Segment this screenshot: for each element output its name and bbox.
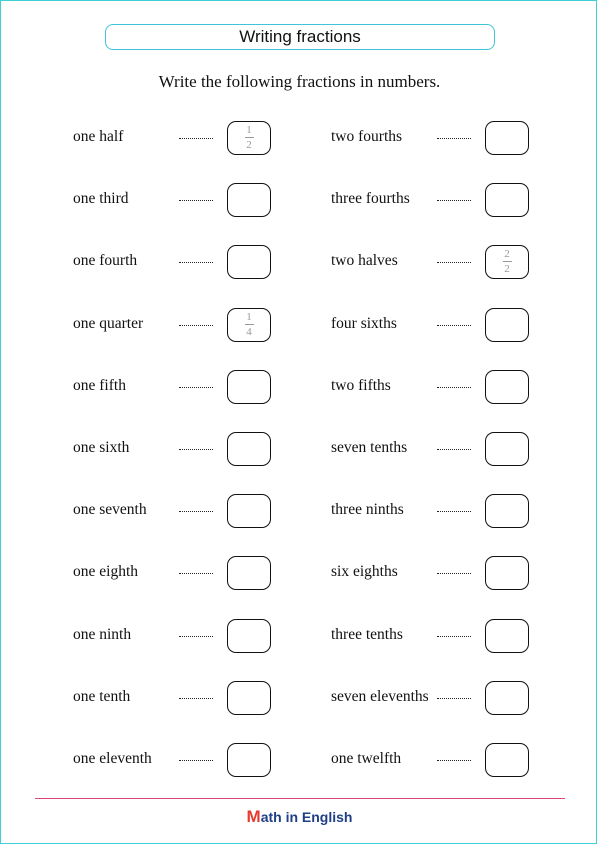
answer-box[interactable] <box>485 432 529 466</box>
answer-box[interactable] <box>485 494 529 528</box>
answer-box[interactable] <box>485 619 529 653</box>
dotted-leader <box>179 636 213 637</box>
dotted-leader <box>437 636 471 637</box>
fraction-word: two halves <box>331 252 398 270</box>
fraction-numerator: 2 <box>504 248 510 261</box>
dotted-leader <box>437 449 471 450</box>
answer-box[interactable] <box>227 370 271 404</box>
answer-box[interactable] <box>485 743 529 777</box>
dotted-leader <box>437 573 471 574</box>
fraction-word: one seventh <box>73 501 147 519</box>
answer-box[interactable] <box>227 743 271 777</box>
dotted-leader <box>179 449 213 450</box>
fraction-word: six eighths <box>331 563 398 581</box>
dotted-leader <box>179 262 213 263</box>
logo-letter-m: M <box>246 807 261 826</box>
answer-box[interactable] <box>227 681 271 715</box>
fraction-word: three ninths <box>331 501 404 519</box>
dotted-leader <box>179 387 213 388</box>
dotted-leader <box>437 138 471 139</box>
answer-box[interactable] <box>227 121 271 155</box>
logo-text: ath in English <box>260 809 353 825</box>
fraction-word: three tenths <box>331 625 403 643</box>
fraction-word: seven elevenths <box>331 687 429 705</box>
dotted-leader <box>179 698 213 699</box>
answer-box[interactable] <box>485 183 529 217</box>
answer-box[interactable] <box>485 556 529 590</box>
dotted-leader <box>179 325 213 326</box>
dotted-leader <box>179 760 213 761</box>
fraction-word: two fourths <box>331 128 403 145</box>
fraction-word: one sixth <box>73 438 130 456</box>
fraction-bar <box>245 324 254 325</box>
answer-box[interactable] <box>227 308 271 342</box>
dotted-leader <box>179 573 213 574</box>
footer-logo <box>1 807 597 827</box>
dotted-leader <box>437 262 471 263</box>
fraction-denominator: 2 <box>246 139 252 151</box>
answer-box[interactable] <box>227 556 271 590</box>
example-fraction <box>228 311 270 338</box>
answer-box[interactable] <box>227 494 271 528</box>
example-fraction <box>486 248 528 275</box>
answer-box[interactable] <box>485 370 529 404</box>
fraction-denominator: 2 <box>504 263 510 276</box>
answer-box[interactable] <box>227 245 271 279</box>
fraction-word: one twelfth <box>331 749 402 767</box>
fraction-word: seven tenths <box>331 438 408 456</box>
fraction-word: one quarter <box>73 314 144 332</box>
answer-box[interactable] <box>227 183 271 217</box>
fraction-word: one third <box>73 190 129 208</box>
fraction-word: two fifths <box>331 376 391 394</box>
answer-box[interactable] <box>227 619 271 653</box>
fraction-word: one fifth <box>73 376 126 394</box>
answer-box[interactable] <box>485 308 529 342</box>
fraction-word: one fourth <box>73 252 138 270</box>
dotted-leader <box>437 760 471 761</box>
answer-box[interactable] <box>485 121 529 155</box>
fraction-word: one half <box>73 128 124 145</box>
example-fraction <box>228 124 270 151</box>
page-title: Writing fractions <box>105 24 495 50</box>
answer-box[interactable] <box>485 681 529 715</box>
answer-box[interactable] <box>227 432 271 466</box>
dotted-leader <box>179 138 213 139</box>
fraction-denominator: 4 <box>246 325 252 338</box>
fraction-numerator: 1 <box>246 310 252 323</box>
fraction-word: one tenth <box>73 687 131 705</box>
dotted-leader <box>437 698 471 699</box>
fraction-word: four sixths <box>331 314 397 332</box>
fraction-bar <box>503 261 512 262</box>
answer-box[interactable] <box>485 245 529 279</box>
fraction-word: three fourths <box>331 190 410 208</box>
dotted-leader <box>437 200 471 201</box>
footer-divider <box>35 798 565 799</box>
fraction-bar <box>245 137 254 138</box>
fraction-numerator: 1 <box>246 124 252 136</box>
fraction-word: one eleventh <box>73 749 152 767</box>
dotted-leader <box>437 387 471 388</box>
instructions: Write the following fractions in numbers. <box>158 72 441 91</box>
dotted-leader <box>179 200 213 201</box>
fraction-word: one eighth <box>73 563 138 581</box>
dotted-leader <box>437 325 471 326</box>
dotted-leader <box>437 511 471 512</box>
dotted-leader <box>179 511 213 512</box>
fraction-word: one ninth <box>73 625 132 643</box>
